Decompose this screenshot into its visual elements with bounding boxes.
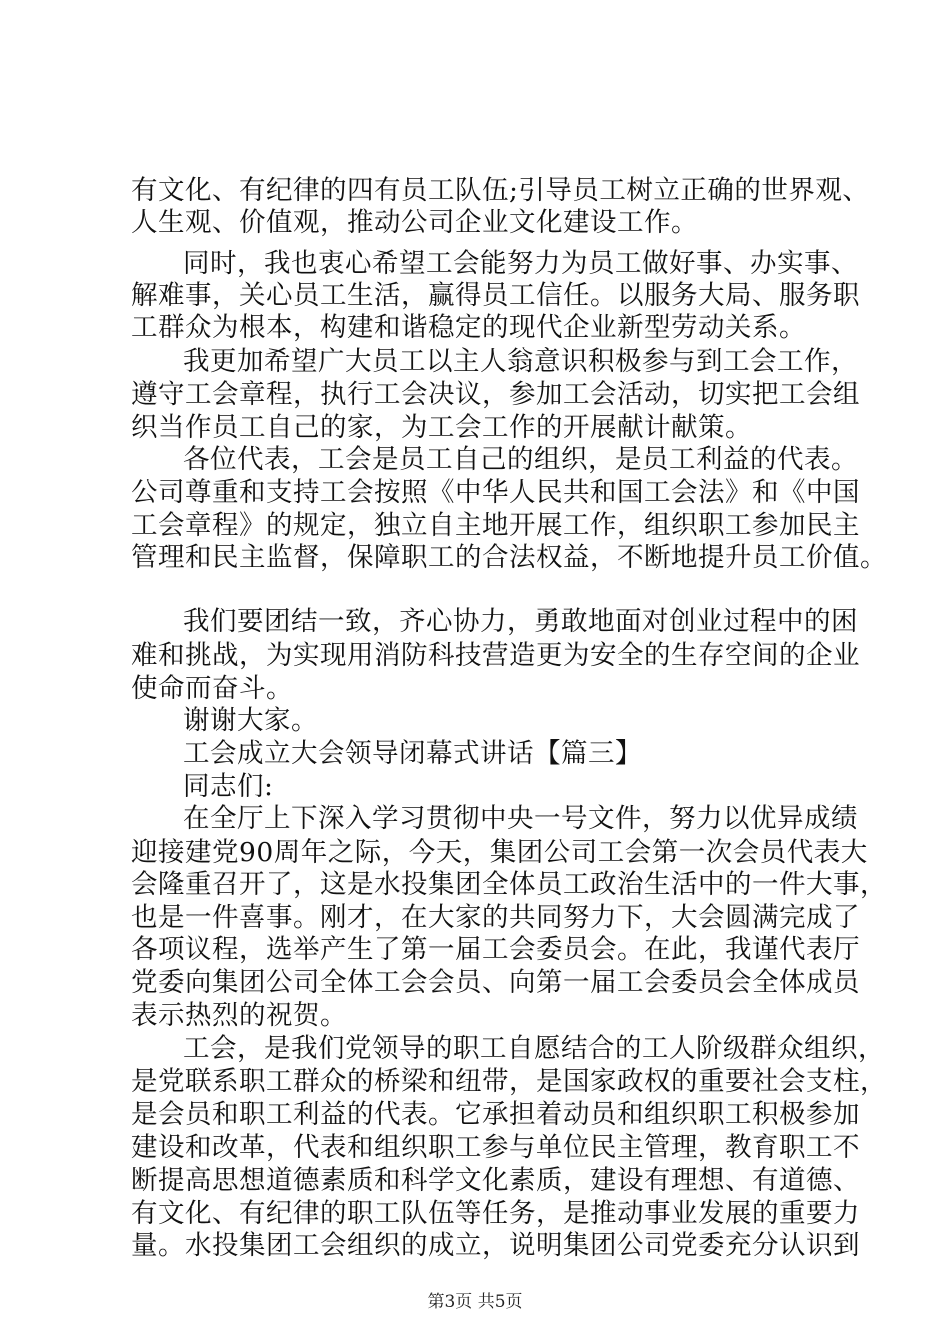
section-heading: 工会成立大会领导闭幕式讲话【篇三】 — [183, 738, 642, 769]
text-line: 党委向集团公司全体工会会员、向第一届工会委员会全体成员 — [131, 967, 860, 998]
text-line: 断提高思想道德素质和科学文化素质，建设有理想、有道德、 — [131, 1165, 860, 1196]
text-line: 解难事，关心员工生活，赢得员工信任。以服务大局、服务职 — [131, 280, 860, 311]
closing-line: 谢谢大家。 — [183, 705, 318, 736]
text-line: 也是一件喜事。刚才，在大家的共同努力下，大会圆满完成了 — [131, 902, 860, 933]
text-line: 是党联系职工群众的桥梁和纽带，是国家政权的重要社会支柱， — [131, 1066, 887, 1097]
text-line: 迎接建党90周年之际，今天，集团公司工会第一次会员代表大 — [131, 837, 868, 868]
text-line: 遵守工会章程，执行工会决议，参加工会活动，切实把工会组 — [131, 379, 860, 410]
paragraph-start-line: 同时，我也衷心希望工会能努力为员工做好事、办实事、 — [183, 248, 858, 279]
text-line: 是会员和职工利益的代表。它承担着动员和组织职工积极参加 — [131, 1099, 860, 1130]
text-line: 建设和改革，代表和组织职工参与单位民主管理，教育职工不 — [131, 1132, 860, 1163]
text-line: 难和挑战，为实现用消防科技营造更为安全的生存空间的企业 — [131, 640, 860, 671]
text-line: 各项议程，选举产生了第一届工会委员会。在此，我谨代表厅 — [131, 934, 860, 965]
text-line: 有文化、有纪律的四有员工队伍;引导员工树立正确的世界观、 — [131, 175, 870, 206]
paragraph-start-line: 工会，是我们党领导的职工自愿结合的工人阶级群众组织， — [183, 1033, 885, 1064]
paragraph-start-line: 我更加希望广大员工以主人翁意识积极参与到工会工作， — [183, 346, 858, 377]
page-number-footer: 第3页 共5页 — [427, 1292, 523, 1312]
text-line: 公司尊重和支持工会按照《中华人民共和国工会法》和《中国 — [131, 477, 860, 508]
text-line: 有文化、有纪律的职工队伍等任务，是推动事业发展的重要力 — [131, 1198, 860, 1229]
text-line: 使命而奋斗。 — [131, 673, 293, 704]
text-line: 工群众为根本，构建和谐稳定的现代企业新型劳动关系。 — [131, 312, 806, 343]
text-line: 工会章程》的规定，独立自主地开展工作，组织职工参加民主 — [131, 510, 860, 541]
text-line: 织当作员工自己的家，为工会工作的开展献计献策。 — [131, 412, 752, 443]
text-line: 管理和民主监督，保障职工的合法权益，不断地提升员工价值。 — [131, 542, 887, 573]
text-line: 会隆重召开了，这是水投集团全体员工政治生活中的一件大事， — [131, 869, 887, 900]
paragraph-start-line: 在全厅上下深入学习贯彻中央一号文件，努力以优异成绩 — [183, 803, 858, 834]
paragraph-start-line: 各位代表，工会是员工自己的组织，是员工利益的代表。 — [183, 444, 858, 475]
text-line: 量。水投集团工会组织的成立，说明集团公司党委充分认识到 — [131, 1230, 860, 1261]
paragraph-start-line: 我们要团结一致，齐心协力，勇敢地面对创业过程中的困 — [183, 606, 858, 637]
text-line: 表示热烈的祝贺。 — [131, 1000, 347, 1031]
salutation-line: 同志们: — [183, 771, 274, 802]
text-line: 人生观、价值观，推动公司企业文化建设工作。 — [131, 207, 698, 238]
